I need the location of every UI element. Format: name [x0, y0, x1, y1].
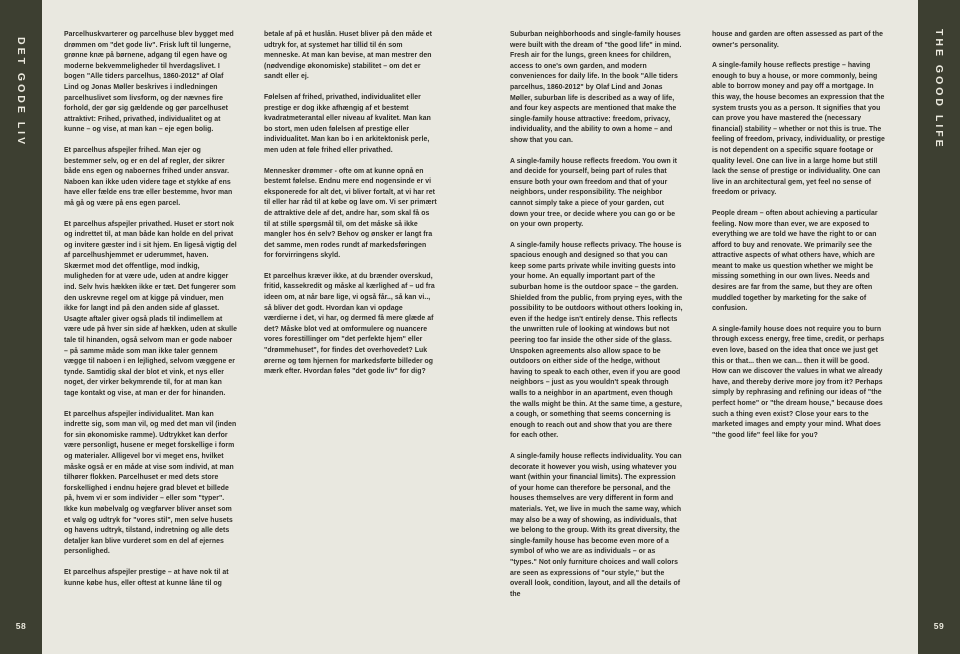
paragraph: Parcelhuskvarterer og parcelhuse blev bygget med drømmen om "det gode liv". Frisk luft til lungerne, grønne knæ på børnene, adgang til egen have og moderne bekvemmeligheder til hverdagslivet. I bogen "Alle tiders parcelhus, 1860-2012" af Olaf Lind og Jonas Møller beskrives i indledningen parcelhuslivet som livsform, og der nævnes fire forhold, der gør sig gældende og gør parcelhuset attraktivt: Frihed, privathed, individualitet og at kunne – og vise, at man kan – eje egen bolig.	[64, 31, 234, 134]
paragraph: A single-family house reflects prestige – having enough to buy a house, or more commonly, being able to borrow money and pay off a mortgage. In this way, the house becomes an expression that the system trusts you as a person. It signifies that you can prove you have mastered the (necessary financial) stability – whether or not this is true. The feeling of freedom, privacy, individuality, or prestige is not dependent on a specific square footage or quality level. One can live in a large home but still lack the sense of prestige or individuality. One can live in an architectural gem, yet feel no sense of freedom or privacy.	[712, 62, 885, 197]
text-column-english-1	[510, 30, 683, 610]
paragraph: Et parcelhus afspejler privathed. Huset er stort nok og indrettet til, at man både kan holde en del privat og invitere gæster ind i sit hjem. En ligeså vigtig del af parcelhushjemmet er uderummet, haven. Skærmet mod det offentlige, mod indkig, muligheden for at være ude, uden at andre kigger ind. Selv hvis hækken ikke er tæt. Det fungerer som den uskrevne regel om at kigge på vinduer, men ikke for langt ind på den anden side af glasset. Usagte aftaler giver også plads til indimellem at være ude på hver sin side af hækken, uden at skulle tale til hinanden, også selvom man er gode naboer – på samme måde som man ikke taler gennem vægge til naboen i en lejlighed, selvom væggene er tynde. Samtidig skal der blot et vink, et nys eller noget, der virker bekymrende til, for at man kan tage kontakt og vise, at man er der for hinanden.	[64, 220, 237, 397]
text-column-danish-1	[64, 30, 237, 599]
right-chapter-title: THE GOOD LIFE	[933, 29, 945, 150]
right-sidebar	[918, 0, 960, 654]
left-sidebar	[0, 0, 42, 654]
paragraph: A single-family house reflects individuality. You can decorate it however you wish, using whatever you want (within your financial limits). The expression of your home can therefore be personal, and the houses themselves are very different in form and materials. Yet, we live in much the same way, which may also be a way of showing, as individuals, that we belong to the group. With its great diversity, the single-family house has become even more of a symbol of who we are as individuals – or as "types." Not only furniture choices and wall colors are seen as expressions of "our style," but the overall look, condition, layout, and all the details of the	[510, 452, 682, 598]
paragraph: A single-family house reflects privacy. The house is spacious enough and designed so that you can keep some parts private while inviting guests into your home. An equally important part of the suburban home is the outdoor space – the garden. Shielded from the public, from prying eyes, with the possibility to be outdoors without others looking in, even if the hedge isn't entirely dense. This reflects the unwritten rule of looking at windows but not peering too far inside the other side of the glass. Unspoken agreements also allow space to be outdoors on either side of the hedge, without having to speak to each other, even if you are good neighbors – just as you wouldn't speak through walls to a neighbor in an apartment, even though the walls might be thin. At the same time, a gesture, a cough, or something that seems concerning is enough to reach out and show that you are there for each other.	[510, 241, 683, 440]
paragraph: Et parcelhus afspejler prestige – at have nok til at kunne købe hus, eller oftest at kunne låne til og	[64, 568, 229, 587]
paragraph: Et parcelhus afspejler frihed. Man ejer og bestemmer selv, og er en del af regler, der sikrer både ens egen og naboernes frihed under ansvar. Naboen kan ikke uden videre tage et stykke af ens have eller fælde ens træ eller bestemme, hvor man må gå og være på ens egen parcel.	[64, 146, 233, 207]
paragraph: betale af på et huslån. Huset bliver på den måde et udtryk for, at systemet har tillid til én som menneske. At man kan bevise, at man mestrer den (nødvendige økonomiske) stabilitet – om det er sandt eller ej.	[264, 31, 432, 81]
paragraph: A single-family house reflects freedom. You own it and decide for yourself, being part of rules that ensure both your own freedom and that of your neighbors, under responsibility. The neighbor cannot simply take a piece of your garden, cut down your tree, or decide where you can go or be on your own property.	[510, 157, 678, 229]
paragraph: Suburban neighborhoods and single-family houses were built with the dream of "the good life" in mind. Fresh air for the lungs, green knees for children, access to one's own garden, and modern conveniences for daily life. In the book "Alle tiders parcelhus, 1860-2012" by Olaf Lind and Jonas Møller, suburban life is described as a way of life, and four key aspects are mentioned that make the single-family house attractive: freedom, privacy, individuality, and the ability to own a home – and show that you can.	[510, 31, 682, 144]
paragraph: A single-family house does not require you to burn through excess energy, free time, credit, or perhaps even love, based on the idea that once we just get this or that... then we can... then it will be good. How can we discover the values in what we already have, and thereby derive more joy from it? Perhaps simply by rephrasing and refining our ideas of "the perfect home" or "the dream house," because does such a thing even exist? Close your ears to the marketed images and empty your mind. What does "the good life" feel like for you?	[712, 325, 885, 439]
paragraph: People dream – often about achieving a particular feeling. Now more than ever, we are exposed to everything we are told we have the right to or can afford to buy and renovate. We primarily see the attractive aspects of what others have, which are meant to make us question whether we might be missing something in our own lives. Needs and desires are far from the same, but they are often muddled together by marketing for the sake of confusion.	[712, 209, 878, 313]
paragraph: Et parcelhus afspejler individualitet. Man kan indrette sig, som man vil, og med det man vil (inden for sin økonomiske ramme). Udtrykket kan derfor være personligt, husene er meget forskellige i form og materialer. Alligevel bor vi meget ens, hvilket måske også er en måde at vise som individ, at man tilhører flokken. Parcelhuset er med dets store forskellighed i endnu højere grad blevet et billede på, hvem vi er som individer – eller som "typer". Ikke kun møbelvalg og vægfarver bliver anset som et valg og udtryk for "vores stil", men selve husets og havens udtryk, tilstand, indretning og alle dets detaljer kan blive vurderet som en del af ejernes personlighed.	[64, 410, 237, 556]
left-page-number: 58	[15, 621, 27, 631]
text-column-english-2	[712, 30, 885, 451]
text-column-danish-2	[264, 30, 437, 388]
paragraph: Et parcelhus kræver ikke, at du brænder overskud, fritid, kassekredit og måske al kærlighed af – ud fra ideen om, at når bare lige, vi også får.., så kan vi.., så bliver det godt. Hvordan kan vi opdage værdierne i det, vi har, og dermed få mere glæde af det? Måske blot ved at omformulere og nuancere vores forestillinger om "det perfekte hjem" eller "drømmehuset", for findes det overhovedet? Luk ørerne og tøm hjernen for markedsførte billeder og mærk efter. Hvordan føles "det gode liv" for dig?	[264, 272, 435, 376]
right-page-number: 59	[933, 621, 945, 631]
left-chapter-title: DET GODE LIV	[15, 37, 27, 148]
paragraph: house and garden are often assessed as part of the owner's personality.	[712, 31, 883, 49]
paragraph: Mennesker drømmer - ofte om at kunne opnå en bestemt følelse. Endnu mere end nogensinde er vi eksponerede for alt det, vi bliver fortalt, at vi har ret til eller har råd til at købe og lave om. Vi ser primært de attraktive dele af det, andre har, som skal få os til at stille spørgsmål til, om det måske så ikke mangler hos én selv? Behov og ønsker er langt fra det samme, men rodes rundt af markedsføringen for forvirringens skyld.	[264, 167, 437, 260]
paragraph: Følelsen af frihed, privathed, individualitet eller prestige er dog ikke afhængig af et bestemt kvadratmeterantal eller niveau af kvalitet. Man kan bo stort, men uden følelsen af prestige eller individualitet. Man kan bo i en arkitektonisk perle, men uden at føle frihed eller privathed.	[264, 93, 431, 154]
